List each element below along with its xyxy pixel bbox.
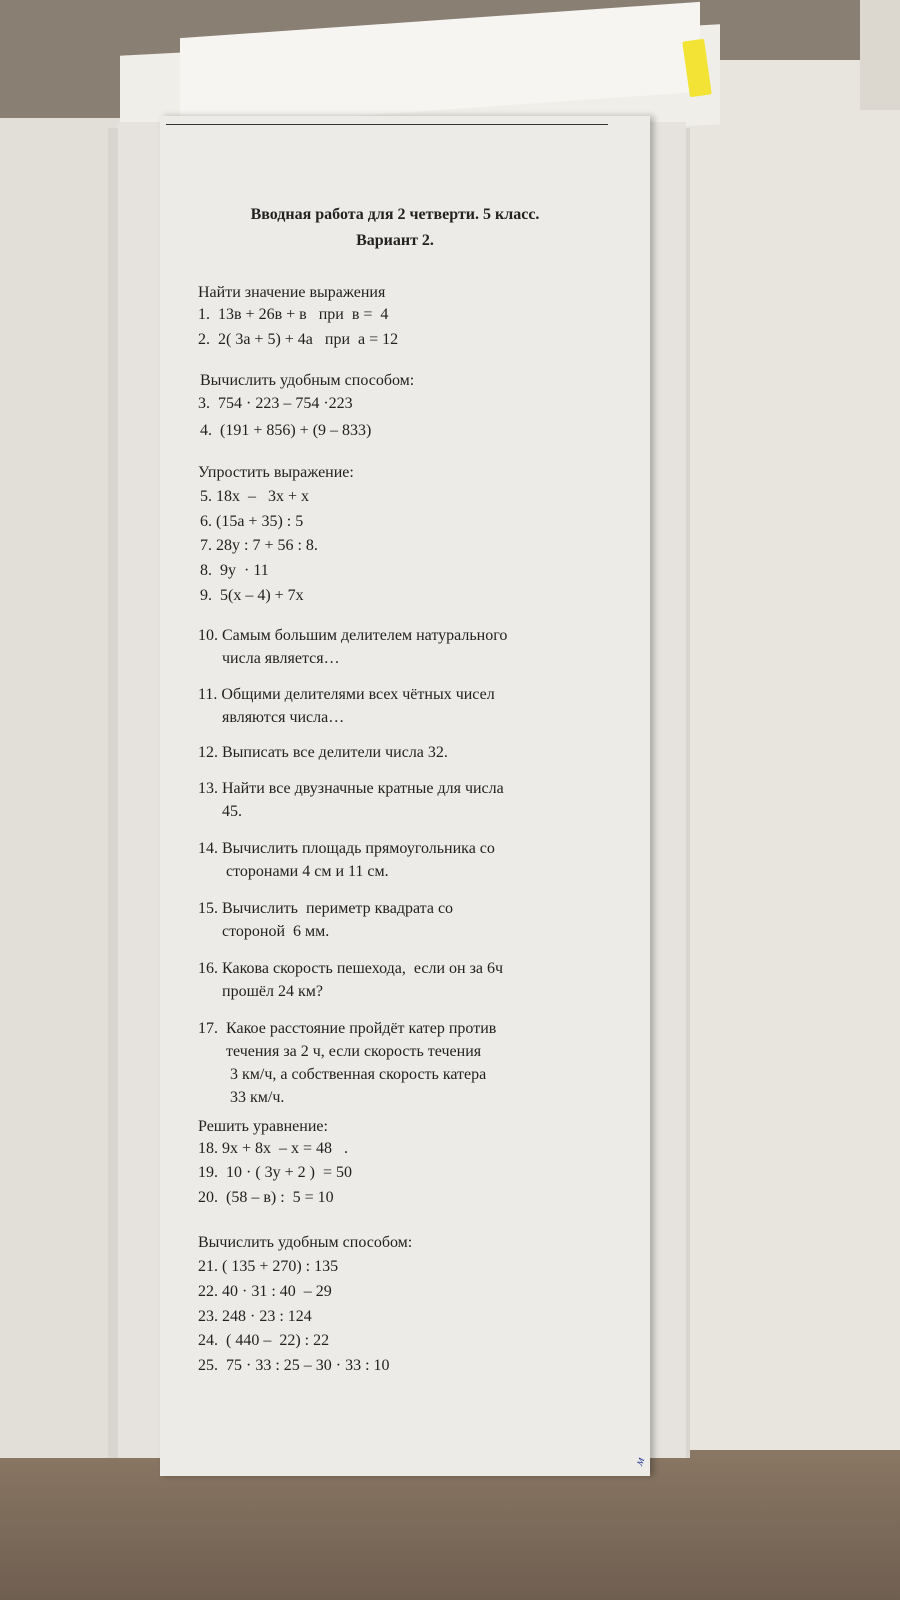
task-line: 14. Вычислить площадь прямоугольника со xyxy=(198,840,495,857)
task-line: 9. 5(х – 4) + 7х xyxy=(200,587,304,604)
section-heading: Решить уравнение: xyxy=(198,1118,328,1135)
task-line: 5. 18х – 3х + х xyxy=(200,488,310,505)
worksheet-paper xyxy=(160,116,650,1476)
background-sheet-corner xyxy=(860,0,900,110)
task-line: сторонами 4 см и 11 см. xyxy=(198,863,389,880)
task-line: 20. (58 – в) : 5 = 10 xyxy=(198,1189,334,1206)
worksheet-title: Вводная работа для 2 четверти. 5 класс. xyxy=(250,206,540,223)
task-line: 3 км/ч, а собственная скорость катера xyxy=(198,1066,487,1083)
task-line: стороной 6 мм. xyxy=(198,923,330,940)
task-line: 11. Общими делителями всех чётных чисел xyxy=(198,686,495,703)
task-line: 3. 754 · 223 – 754 ·223 xyxy=(198,395,353,412)
task-line: 1. 13в + 26в + в при в = 4 xyxy=(198,306,389,323)
task-line: 18. 9х + 8х – х = 48 . xyxy=(198,1140,349,1157)
handwritten-mark: м xyxy=(631,1455,648,1468)
task-line: прошёл 24 км? xyxy=(198,983,323,1000)
task-line: 8. 9у · 11 xyxy=(200,562,269,579)
task-line: течения за 2 ч, если скорость течения xyxy=(198,1043,482,1060)
task-line: числа является… xyxy=(198,650,340,667)
task-line: 17. Какое расстояние пройдёт катер против xyxy=(198,1020,497,1037)
task-line: 2. 2( 3а + 5) + 4а при а = 12 xyxy=(198,331,399,348)
task-line: 22. 40 · 31 : 40 – 29 xyxy=(198,1283,332,1300)
section-heading: Вычислить удобным способом: xyxy=(200,372,415,389)
task-line: 21. ( 135 + 270) : 135 xyxy=(198,1258,339,1275)
task-line: 24. ( 440 – 22) : 22 xyxy=(198,1332,330,1349)
task-line: 12. Выписать все делители числа 32. xyxy=(198,744,448,761)
worksheet-variant: Вариант 2. xyxy=(356,232,434,249)
task-line: 33 км/ч. xyxy=(198,1089,285,1106)
task-line: 45. xyxy=(198,803,242,820)
task-line: 6. (15а + 35) : 5 xyxy=(200,513,304,530)
task-line: являются числа… xyxy=(198,709,345,726)
background-sheet-left xyxy=(0,118,120,1458)
task-line: 25. 75 · 33 : 25 – 30 · 33 : 10 xyxy=(198,1357,390,1374)
task-line: 15. Вычислить периметр квадрата со xyxy=(198,900,454,917)
task-line: 4. (191 + 856) + (9 – 833) xyxy=(200,422,372,439)
section-heading: Найти значение выражения xyxy=(198,284,386,301)
task-line: 16. Какова скорость пешехода, если он за 6ч xyxy=(198,960,504,977)
task-line: 23. 248 · 23 : 124 xyxy=(198,1308,312,1325)
task-line: 7. 28у : 7 + 56 : 8. xyxy=(200,537,318,554)
section-heading: Упростить выражение: xyxy=(198,464,354,481)
section-heading: Вычислить удобным способом: xyxy=(198,1234,413,1251)
task-line: 10. Самым большим делителем натурального xyxy=(198,627,508,644)
task-line: 19. 10 · ( 3у + 2 ) = 50 xyxy=(198,1164,353,1181)
task-line: 13. Найти все двузначные кратные для числа xyxy=(198,780,504,797)
top-rule xyxy=(166,124,608,125)
